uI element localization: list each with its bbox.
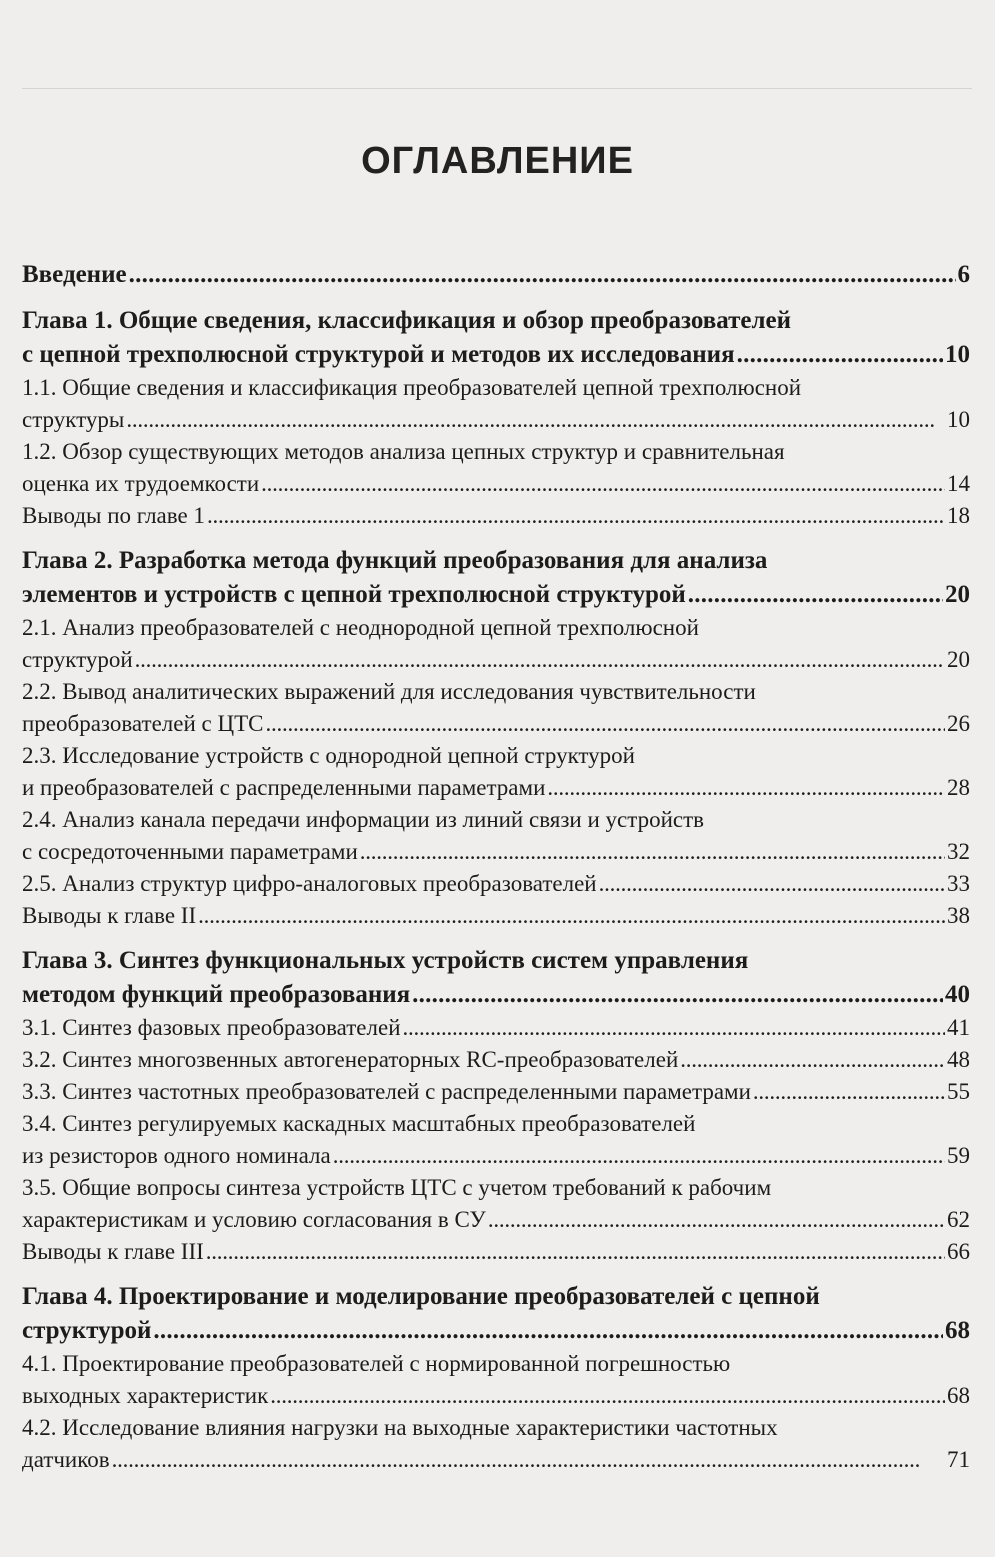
leader-dots <box>153 1314 943 1348</box>
toc-entry-label: с сосредоточенными параметрами <box>22 839 358 864</box>
toc-entry-label: Выводы по главе 1 <box>22 503 205 528</box>
leader-dots <box>206 1236 945 1268</box>
leader-dots <box>599 868 945 900</box>
section-3-1[interactable] <box>22 1012 970 1044</box>
leader-dots <box>198 900 945 932</box>
section-2-2-line-1[interactable]: 2.2. Вывод аналитических выражений для исследования чувствительности <box>22 679 756 704</box>
section-2-3-line-2[interactable] <box>22 772 970 804</box>
leader-dots <box>126 404 945 436</box>
toc-page-number: 10 <box>947 407 970 432</box>
section-2-5[interactable] <box>22 868 970 900</box>
toc-entry-label: оценка их трудоемкости <box>22 471 260 496</box>
section-2-4-line-2[interactable] <box>22 836 970 868</box>
toc-entry-label: характеристикам и условию согласования в СУ <box>22 1207 486 1232</box>
toc-entry-label: Выводы к главе III <box>22 1239 204 1264</box>
chapter-2-title-line-2[interactable] <box>22 578 970 612</box>
toc-page-number: 68 <box>945 1317 970 1344</box>
toc-entry-label: структурой <box>22 647 133 672</box>
section-3-3[interactable] <box>22 1076 970 1108</box>
leader-dots <box>261 468 945 500</box>
leader-dots <box>266 708 945 740</box>
chapter-1-title-line-2[interactable] <box>22 338 970 372</box>
section-1-1-line-2[interactable] <box>22 404 970 436</box>
toc-page-number: 71 <box>947 1447 970 1472</box>
section-2-1-line-1[interactable]: 2.1. Анализ преобразователей с неоднородной цепной трехполюсной <box>22 615 699 640</box>
chapter-3-title-line-2[interactable] <box>22 978 970 1012</box>
toc-entry-label: с цепной трехполюсной структурой и методов их исследования <box>22 341 735 368</box>
toc-page-number: 14 <box>947 471 970 496</box>
toc-page-number: 28 <box>947 775 970 800</box>
toc-entry-intro[interactable] <box>22 258 970 292</box>
toc-entry-label: преобразователей с ЦТС <box>22 711 264 736</box>
toc-entry-label: Выводы к главе II <box>22 903 197 928</box>
toc-entry-label: 3.1. Синтез фазовых преобразователей <box>22 1015 401 1040</box>
section-2-1-line-2[interactable] <box>22 644 970 676</box>
section-1-1-line-1[interactable]: 1.1. Общие сведения и классификация преобразователей цепной трехполюсной <box>22 375 802 400</box>
section-2-4-line-1[interactable]: 2.4. Анализ канала передачи информации из линий связи и устройств <box>22 807 705 832</box>
leader-dots <box>403 1012 945 1044</box>
toc-page-number: 20 <box>947 647 970 672</box>
section-3-5-line-2[interactable] <box>22 1204 970 1236</box>
toc-page-number: 41 <box>947 1015 970 1040</box>
page-title: ОГЛАВЛЕНИЕ <box>361 140 634 182</box>
header-rule <box>22 88 972 89</box>
toc-entry-label: из резисторов одного номинала <box>22 1143 331 1168</box>
chapter-3-title-line-1[interactable]: Глава 3. Синтез функциональных устройств систем управления <box>22 947 749 974</box>
toc-page-number: 6 <box>957 261 970 288</box>
toc-entry-label: методом функций преобразования <box>22 981 411 1008</box>
section-4-2-line-2[interactable] <box>22 1444 970 1476</box>
toc-entry-label: структурой <box>22 1317 152 1344</box>
section-4-2-line-1[interactable]: 4.2. Исследование влияния нагрузки на выходные характеристики частотных <box>22 1415 778 1440</box>
toc-entry-label: 3.2. Синтез многозвенных автогенераторных RC-преобразователей <box>22 1047 679 1072</box>
section-3-4-line-1[interactable]: 3.4. Синтез регулируемых каскадных масштабных преобразователей <box>22 1111 696 1136</box>
toc-page-number: 55 <box>947 1079 970 1104</box>
leader-dots <box>333 1140 945 1172</box>
toc-page-number: 32 <box>947 839 970 864</box>
leader-dots <box>680 1044 945 1076</box>
leader-dots <box>129 258 956 292</box>
toc-entry-label: выходных характеристик <box>22 1383 269 1408</box>
section-1-2-line-2[interactable] <box>22 468 970 500</box>
toc-page-number: 66 <box>947 1239 970 1264</box>
table-of-contents <box>22 258 970 1476</box>
leader-dots <box>207 500 945 532</box>
toc-page-number: 18 <box>947 503 970 528</box>
toc-entry-label: 2.5. Анализ структур цифро-аналоговых преобразователей <box>22 871 597 896</box>
toc-entry-label: датчиков <box>22 1447 110 1472</box>
toc-entry-label: и преобразователей с распределенными параметрами <box>22 775 546 800</box>
toc-page-number: 10 <box>945 341 970 368</box>
leader-dots <box>135 644 945 676</box>
section-1-2-line-1[interactable]: 1.2. Обзор существующих методов анализа цепных структур и сравнительная <box>22 439 785 464</box>
leader-dots <box>488 1204 945 1236</box>
leader-dots <box>753 1076 945 1108</box>
toc-page-number: 68 <box>947 1383 970 1408</box>
section-4-1-line-1[interactable]: 4.1. Проектирование преобразователей с нормированной погрешностью <box>22 1351 731 1376</box>
leader-dots <box>737 338 943 372</box>
section-3-2[interactable] <box>22 1044 970 1076</box>
chapter-4-title-line-2[interactable] <box>22 1314 970 1348</box>
leader-dots <box>547 772 945 804</box>
section-2-3-line-1[interactable]: 2.3. Исследование устройств с однородной цепной структурой <box>22 743 635 768</box>
toc-page-number: 62 <box>947 1207 970 1232</box>
chapter-3-conclusions[interactable] <box>22 1236 970 1268</box>
toc-page-number: 48 <box>947 1047 970 1072</box>
chapter-1-conclusions[interactable] <box>22 500 970 532</box>
toc-page-number: 33 <box>947 871 970 896</box>
toc-page-number: 59 <box>947 1143 970 1168</box>
toc-page-number: 40 <box>945 981 970 1008</box>
chapter-2-conclusions[interactable] <box>22 900 970 932</box>
toc-page-number: 20 <box>945 581 970 608</box>
leader-dots <box>270 1380 945 1412</box>
section-3-4-line-2[interactable] <box>22 1140 970 1172</box>
section-4-1-line-2[interactable] <box>22 1380 970 1412</box>
leader-dots <box>360 836 945 868</box>
toc-entry-label: Введение <box>22 261 127 288</box>
toc-page-number: 38 <box>947 903 970 928</box>
toc-entry-label: 3.3. Синтез частотных преобразователей с распределенными параметрами <box>22 1079 751 1104</box>
toc-entry-label: элементов и устройств с цепной трехполюсной структурой <box>22 581 686 608</box>
toc-page-number: 26 <box>947 711 970 736</box>
leader-dots <box>688 578 943 612</box>
leader-dots <box>412 978 943 1012</box>
toc-entry-label: структуры <box>22 407 125 432</box>
section-3-5-line-1[interactable]: 3.5. Общие вопросы синтеза устройств ЦТС с учетом требований к рабочим <box>22 1175 772 1200</box>
section-2-2-line-2[interactable] <box>22 708 970 740</box>
leader-dots <box>112 1444 945 1476</box>
chapter-1-title-line-1[interactable]: Глава 1. Общие сведения, классификация и обзор преобразователей <box>22 307 791 334</box>
chapter-2-title-line-1[interactable]: Глава 2. Разработка метода функций преобразования для анализа <box>22 547 768 574</box>
chapter-4-title-line-1[interactable]: Глава 4. Проектирование и моделирование преобразователей с цепной <box>22 1283 820 1310</box>
